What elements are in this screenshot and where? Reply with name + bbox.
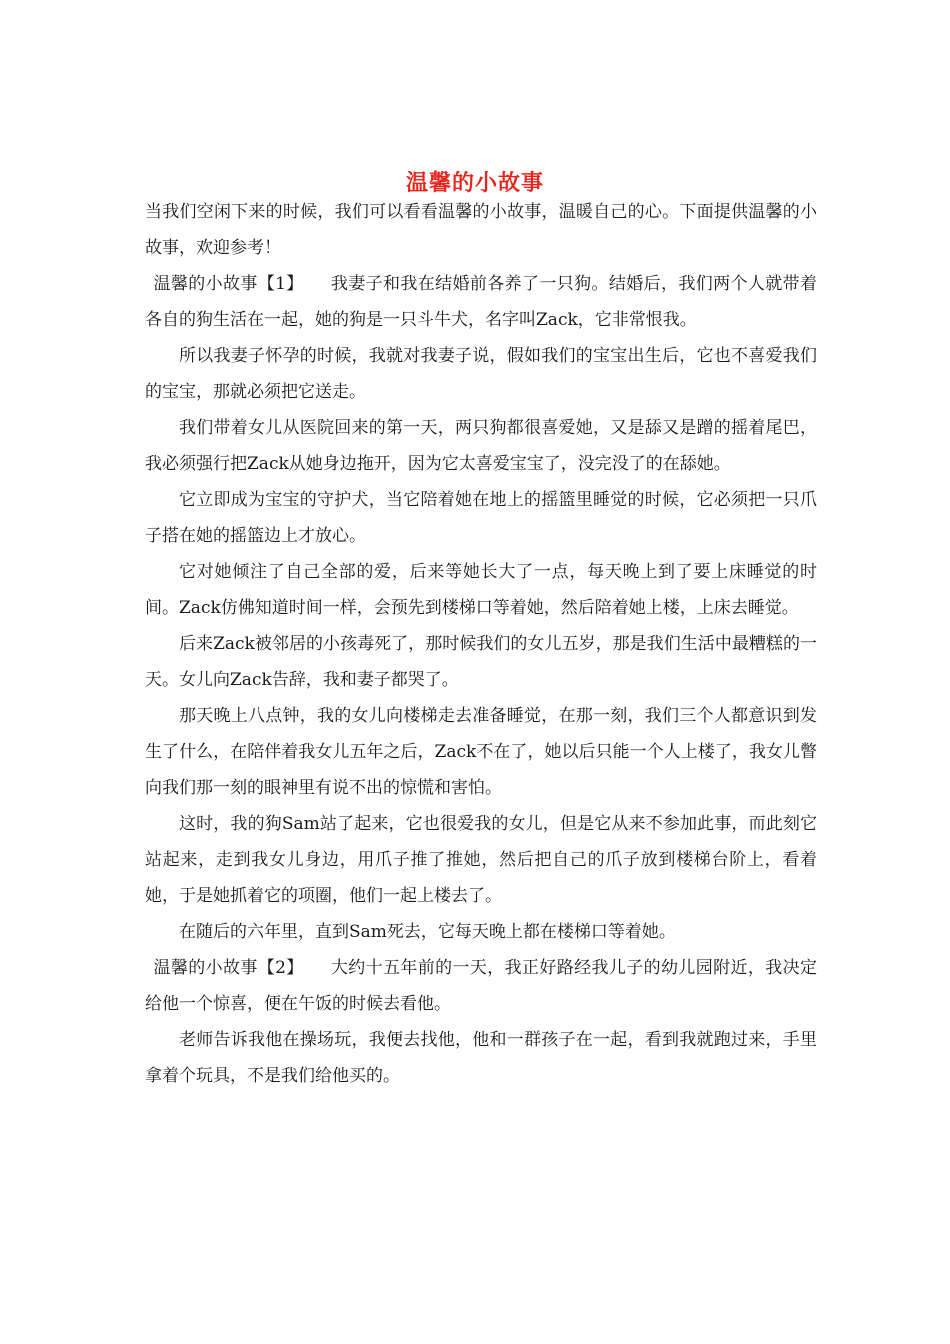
- story-1-paragraph: 在随后的六年里，直到Sam死去，它每天晚上都在楼梯口等着她。: [179, 922, 676, 942]
- story-2-paragraph: 老师告诉我他在操场玩，我便去找他，他和一群孩子在一起，看到我就跑过来，手里拿着个玩具，不是我们给他买的。: [145, 1030, 817, 1086]
- story-2-label: 温馨的小故事【2】: [153, 958, 304, 978]
- story-1-paragraph: 它对她倾注了自己全部的爱，后来等她长大了一点，每天晚上到了要上床睡觉的时间。Zack仿佛知道时间一样，会预先到楼梯口等着她，然后陪着她上楼，上床去睡觉。: [145, 562, 817, 618]
- story-1-paragraph: 它立即成为宝宝的守护犬，当它陪着她在地上的摇篮里睡觉的时候，它必须把一只爪子搭在她的摇篮边上才放心。: [145, 490, 817, 546]
- story-1-opening-text: 我妻子和我在结婚前各养了一只狗。结婚后，我们两个人就带着各自的狗生活在一起，她的狗是一只斗牛犬，名字叫Zack，它非常恨我。: [145, 274, 817, 330]
- document-title: 温馨的小故事: [405, 169, 544, 196]
- intro-paragraph: 当我们空闲下来的时候，我们可以看看温馨的小故事，温暖自己的心。下面提供温馨的小故事，欢迎参考！: [145, 202, 817, 258]
- story-1-paragraph: 那天晚上八点钟，我的女儿向楼梯走去准备睡觉，在那一刻，我们三个人都意识到发生了什么，在陪伴着我女儿五年之后，Zack不在了，她以后只能一个人上楼了，我女儿瞥向我们那一刻的眼神里有说不出的惊慌和害怕。: [145, 706, 817, 798]
- story-1-opening: [145, 266, 817, 338]
- story-2-opening: [145, 950, 817, 1022]
- story-1-paragraph: 后来Zack被邻居的小孩毒死了，那时候我们的女儿五岁，那是我们生活中最糟糕的一天。女儿向Zack告辞，我和妻子都哭了。: [145, 634, 817, 690]
- story-1-paragraph: 我们带着女儿从医院回来的第一天，两只狗都很喜爱她，又是舔又是蹭的摇着尾巴，我必须强行把Zack从她身边拖开，因为它太喜爱宝宝了，没完没了的在舔她。: [145, 418, 817, 474]
- story-1-paragraph: 这时，我的狗Sam站了起来，它也很爱我的女儿，但是它从来不参加此事，而此刻它站起来，走到我女儿身边，用爪子推了推她，然后把自己的爪子放到楼梯台阶上，看着她，于是她抓着它的项圈，他们一起上楼去了。: [145, 814, 817, 906]
- story-2-opening-text: 大约十五年前的一天，我正好路经我儿子的幼儿园附近，我决定给他一个惊喜，便在午饭的时候去看他。: [145, 958, 817, 1014]
- document-body: [145, 194, 817, 1094]
- story-1-paragraph: 所以我妻子怀孕的时候，我就对我妻子说，假如我们的宝宝出生后，它也不喜爱我们的宝宝，那就必须把它送走。: [145, 346, 817, 402]
- story-1-label: 温馨的小故事【1】: [153, 274, 304, 294]
